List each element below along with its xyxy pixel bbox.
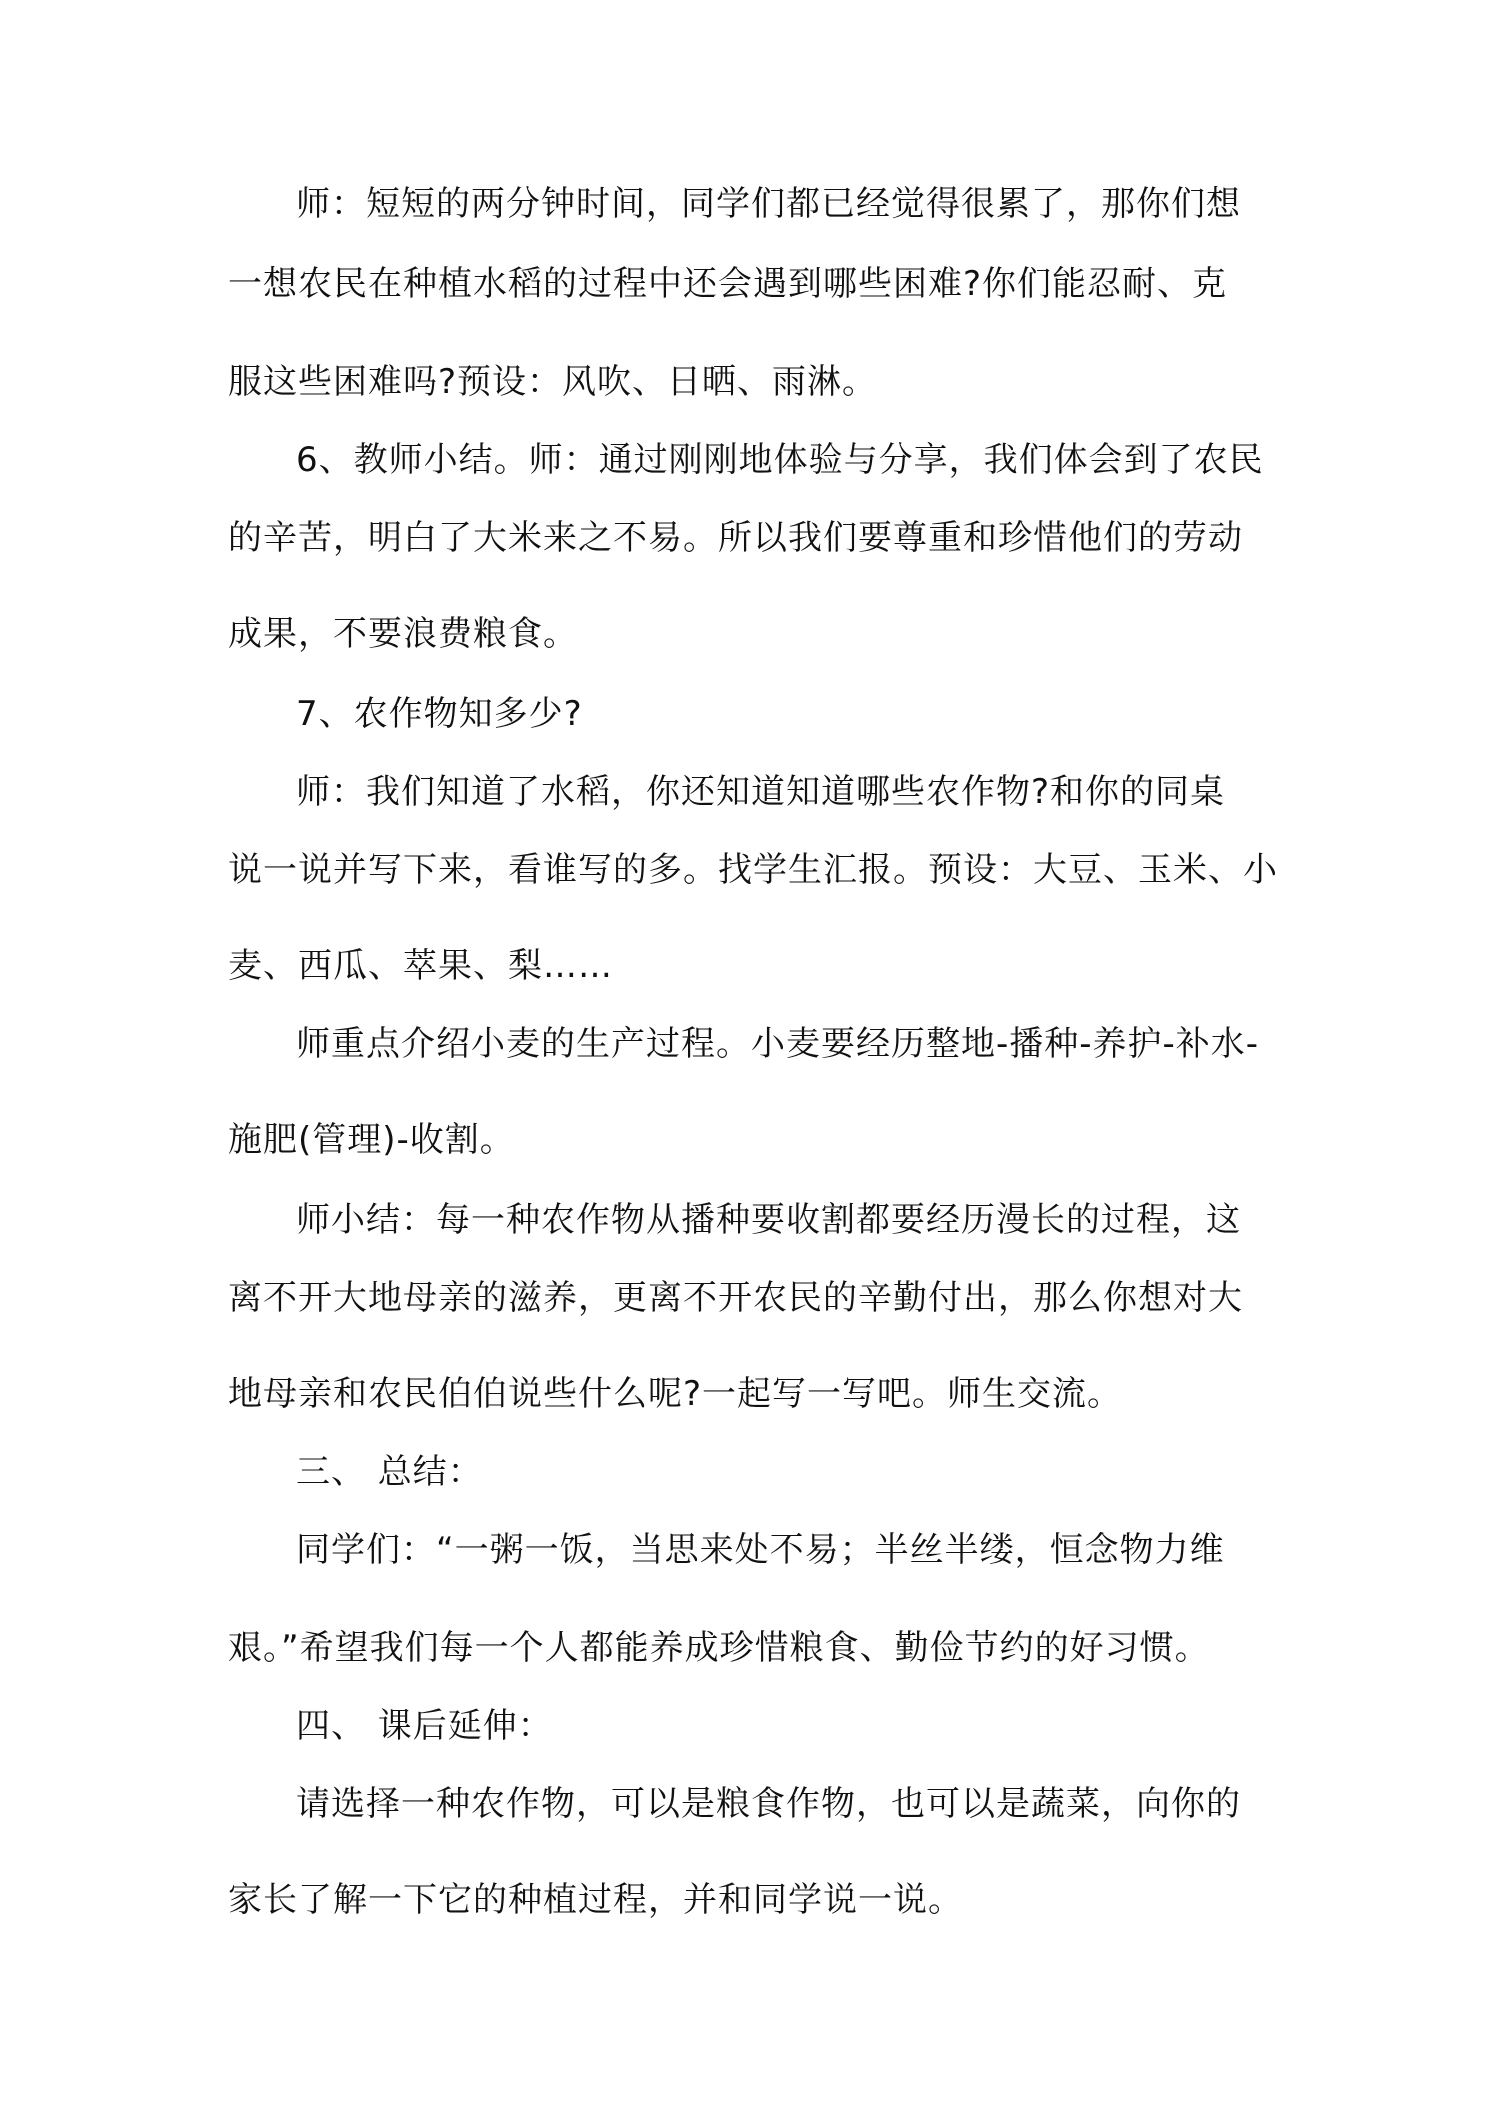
paragraph-line: 离不开大地母亲的滋养，更离不开农民的辛勤付出，那么你想对大 (228, 1278, 1243, 1318)
paragraph-line: 同学们：“一粥一饭，当思来处不易；半丝半缕，恒念物力维 (296, 1530, 1225, 1570)
paragraph-line: 施肥(管理)-收割。 (228, 1120, 515, 1160)
paragraph-line: 地母亲和农民伯伯说些什么呢?一起写一写吧。师生交流。 (228, 1374, 1123, 1414)
paragraph-line: 师小结：每一种农作物从播种要收割都要经历漫长的过程，这 (296, 1200, 1241, 1240)
section-heading: 四、 课后延伸： (296, 1706, 553, 1746)
paragraph-line: 师：我们知道了水稻，你还知道知道哪些农作物?和你的同桌 (296, 772, 1226, 812)
paragraph-line: 艰。”希望我们每一个人都能养成珍惜粮食、勤俭节约的好习惯。 (228, 1628, 1210, 1668)
paragraph-line: 的辛苦，明白了大米来之不易。所以我们要尊重和珍惜他们的劳动 (228, 518, 1243, 558)
paragraph-line: 说一说并写下来，看谁写的多。找学生汇报。预设：大豆、玉米、小 (228, 850, 1278, 890)
paragraph-line: 6、教师小结。师：通过刚刚地体验与分享，我们体会到了农民 (296, 440, 1264, 480)
paragraph-line: 请选择一种农作物，可以是粮食作物，也可以是蔬菜，向你的 (296, 1784, 1241, 1824)
section-heading: 7、农作物知多少? (296, 694, 583, 734)
paragraph-line: 服这些困难吗?预设：风吹、日晒、雨淋。 (228, 362, 878, 402)
paragraph-line: 师重点介绍小麦的生产过程。小麦要经历整地-播种-养护-补水- (296, 1024, 1260, 1064)
paragraph-line: 麦、西瓜、萃果、梨…… (228, 946, 613, 986)
paragraph-line: 家长了解一下它的种植过程，并和同学说一说。 (228, 1880, 963, 1920)
paragraph-line: 师：短短的两分钟时间，同学们都已经觉得很累了，那你们想 (296, 184, 1241, 224)
section-heading: 三、 总结： (296, 1452, 483, 1492)
paragraph-line: 一想农民在种植水稻的过程中还会遇到哪些困难?你们能忍耐、克 (228, 264, 1228, 304)
paragraph-line: 成果，不要浪费粮食。 (228, 614, 578, 654)
